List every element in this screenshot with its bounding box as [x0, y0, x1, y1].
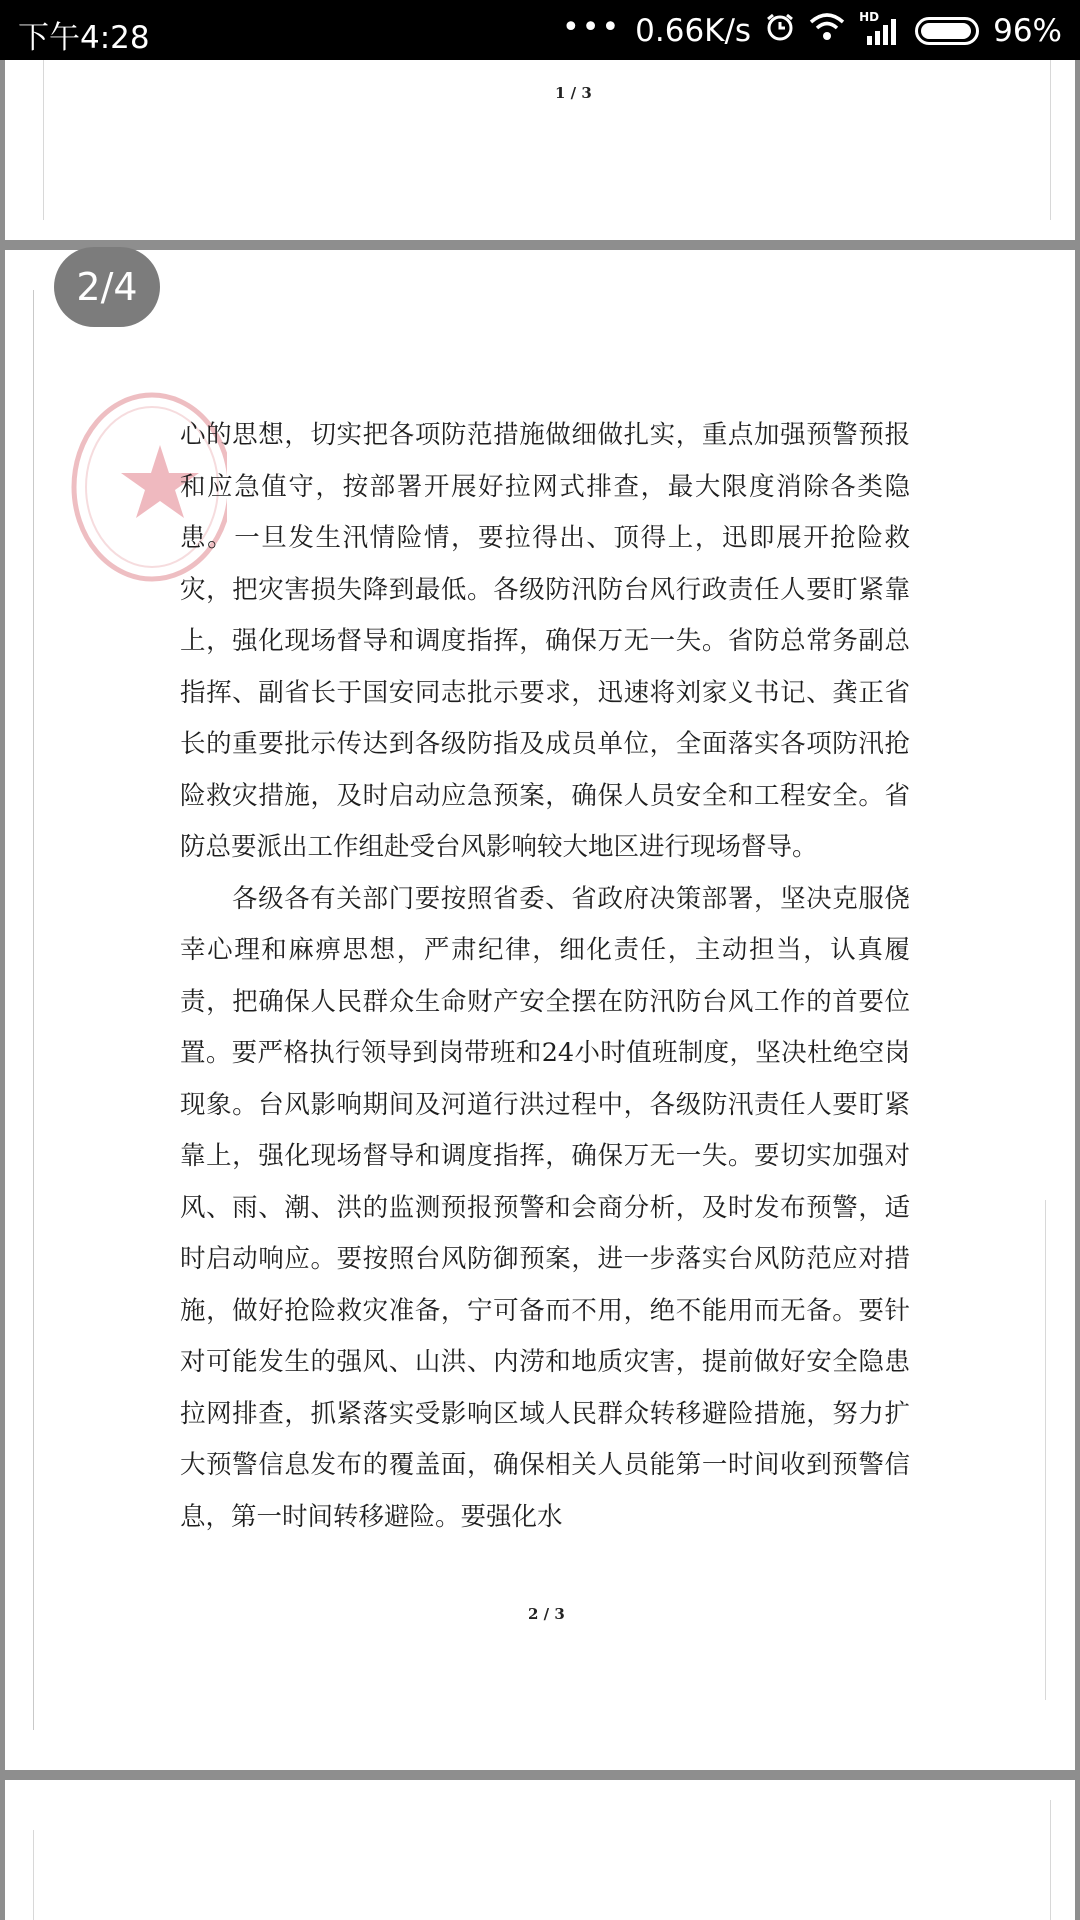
status-time: 下午4:28 [18, 20, 150, 56]
document-page-3[interactable] [5, 1780, 1075, 1920]
alarm-clock-icon [765, 12, 795, 50]
battery-percent: 96% [993, 13, 1062, 49]
scan-edge-line [33, 1830, 34, 1920]
paragraph: 各级各有关部门要按照省委、省政府决策部署，坚决克服侥幸心理和麻痹思想，严肃纪律，细化责任，主动担当，认真履责，把确保人民群众生命财产安全摆在防汛防台风工作的首要位置。要严格执行领导到岗带班和24小时值班制度，坚决杜绝空岗现象。台风影响期间及河道行洪过程中，各级防汛责任人要盯紧靠上，强化现场督导和调度指挥，确保万无一失。要切实加强对风、雨、潮、洪的监测预报预警和会商分析，及时发布预警，适时启动响应。要按照台风防御预案，进一步落实台风防范应对措施，做好抢险救灾准备，宁可备而不用，绝不能用而无备。要针对可能发生的强风、山洪、内涝和地质灾害，提前做好安全隐患拉网排查，抓紧落实受影响区域人民群众转移避险措施，努力扩大预警信息发布的覆盖面，确保相关人员能第一时间收到预警信息，第一时间转移避险。要强化水 [180, 883, 910, 1532]
scan-edge-line [1045, 1200, 1046, 1700]
scan-edge-line [33, 290, 34, 1730]
battery-icon [915, 17, 979, 45]
page-number: 1 / 3 [555, 84, 592, 102]
status-bar [0, 0, 1080, 60]
document-body [180, 410, 910, 1543]
page-indicator-badge: 2/4 [54, 247, 160, 327]
hd-label: HD [859, 10, 880, 24]
scan-edge-line [43, 60, 44, 220]
wifi-icon [809, 12, 845, 50]
network-speed: 0.66K/s [635, 13, 752, 49]
status-icons [562, 9, 1062, 50]
paragraph: 心的思想，切实把各项防范措施做细做扎实，重点加强预警预报和应急值守，按部署开展好拉网式排查，最大限度消除各类隐患。一旦发生汛情险情，要拉得出、顶得上，迅即展开抢险救灾，把灾害损失降到最低。各级防汛防台风行政责任人要盯紧靠上，强化现场督导和调度指挥，确保万无一失。省防总常务副总指挥、副省长于国安同志批示要求，迅速将刘家义书记、龚正省长的重要批示传达到各级防指及成员单位，全面落实各项防汛抢险救灾措施，及时启动应急预案，确保人员安全和工程安全。省防总要派出工作组赴受台风影响较大地区进行现场督导。 [180, 420, 910, 862]
document-page-1[interactable] [5, 60, 1075, 240]
more-notifications-icon: ••• [562, 9, 622, 45]
scan-edge-line [1050, 1800, 1051, 1920]
scan-edge-line [1050, 60, 1051, 220]
page-number: 2 / 3 [528, 1605, 565, 1623]
cellular-signal-icon [859, 10, 901, 46]
